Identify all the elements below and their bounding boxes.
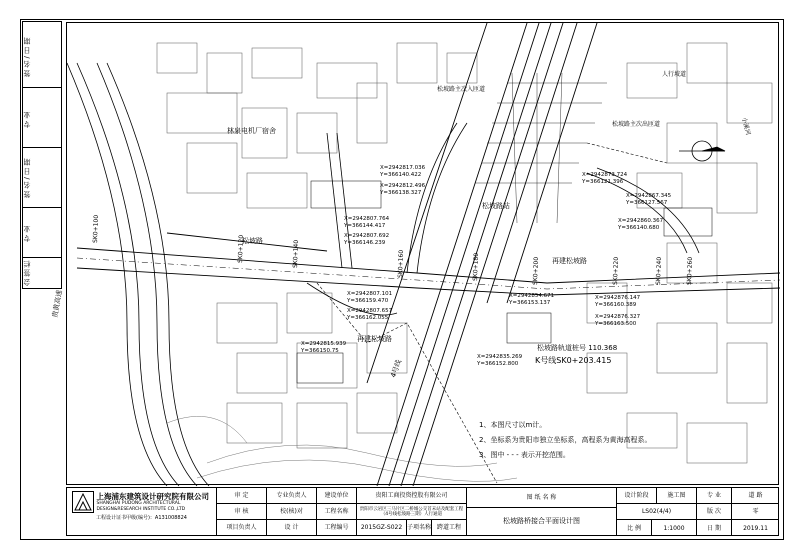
coord-x: X=2942867.345: [626, 193, 672, 199]
client-label: 建设单位: [317, 488, 357, 504]
coord-x: X=2942860.367: [618, 218, 664, 224]
coord-x: X=2942812.496: [380, 183, 426, 189]
coord-x: X=2942873.724: [582, 172, 628, 178]
coord-x: X=2942807.692: [344, 233, 390, 239]
sub-label: 子项名称: [407, 520, 432, 536]
label-chainage-k: K号线SK0+203.415: [535, 356, 612, 365]
station-label: SK0+120: [237, 234, 245, 264]
label-road-south: 再建松坡路: [357, 335, 392, 343]
proj-lead-label: 项目负责人: [217, 520, 267, 536]
sign-cell: [23, 148, 61, 208]
coord-y: Y=366162.055: [347, 315, 389, 321]
note-1: 1、本图尺寸以m计。: [479, 421, 547, 429]
station-label: SK0+200: [532, 256, 540, 286]
coord-y: Y=366153.137: [509, 300, 551, 306]
coord-y: Y=366163.500: [595, 321, 637, 327]
drawing-label: 图 纸 名 称: [467, 488, 617, 508]
date-label: 日 期: [697, 520, 732, 536]
version-value: 零: [732, 504, 779, 520]
note-3: 3、图中 - - - 表示开挖范围。: [479, 451, 570, 459]
label-stop: 松坡路站: [482, 202, 510, 210]
label-road-east: 再建松坡路: [552, 257, 587, 265]
coord-y: Y=366140.680: [618, 225, 660, 231]
note-2: 2、坐标系为贵阳市独立坐标系，高程系为黄海高程系。: [479, 436, 652, 444]
coord-y: Y=366140.422: [380, 172, 422, 178]
code-value: LS02(4/4): [617, 504, 697, 520]
major-value: 道 路: [732, 488, 779, 504]
sign-cell: [23, 22, 61, 88]
side-label: 专 业: [23, 111, 31, 129]
company-cell: [67, 488, 217, 536]
coord-y: Y=366159.470: [347, 298, 389, 304]
side-label: 专 业: [23, 225, 31, 243]
scale-label: 比 例: [617, 520, 652, 536]
coord-y: Y=366138.327: [380, 190, 422, 196]
side-label: 会 签 栏: [23, 260, 31, 286]
site-plan-svg: [51, 23, 780, 486]
side-label: 签 名 / 日 期: [23, 37, 31, 77]
coord-x: X=2942807.101: [347, 291, 393, 297]
countersign-column: [22, 21, 62, 289]
label-chainage-main: 松坡路轨道桩号 110.368: [537, 344, 618, 352]
coord-y: Y=366127.567: [626, 200, 668, 206]
label-road-west: 松坡路: [242, 237, 263, 245]
side-label: 签 名 / 日 期: [23, 158, 31, 198]
label-big-road: 贵黄高速: [51, 289, 64, 319]
company-name-en: SHANGHAI PUDONG ARCHITECTURAL DESIGN&RESEARCH INSTITUTE CO.,LTD: [96, 501, 186, 512]
check-label: 校(核)对: [267, 504, 317, 520]
major-label: 专 业: [697, 488, 732, 504]
coord-y: Y=366121.396: [582, 179, 624, 185]
sub-value: 跨道工程: [432, 520, 467, 536]
station-label: SK0+220: [612, 256, 620, 286]
station-label: SK0+240: [655, 256, 663, 286]
coord-x: X=2942876.147: [595, 295, 641, 301]
coord-x: X=2942876.327: [595, 314, 641, 320]
station-label: SK0+180: [472, 252, 480, 282]
date-value: 2019.11: [743, 524, 768, 532]
coord-y: Y=366146.239: [344, 240, 386, 246]
company-name: 上海浦东建筑设计研究院有限公司: [96, 492, 209, 501]
version-label: 版 次: [697, 504, 732, 520]
project-label: 工程名称: [317, 504, 357, 520]
approve-label: 审 定: [217, 488, 267, 504]
phase-label: 施工图: [657, 488, 697, 504]
coord-y: Y=366150.75: [301, 348, 339, 354]
label-power-plant: 林泉电机厂宿舍: [227, 127, 276, 135]
label-ped: 人行坡道: [662, 71, 687, 78]
station-label: SK0+260: [686, 256, 694, 286]
design-label: 设 计: [267, 520, 317, 536]
project-value: 贵阳市云岩区三马片区二桥城公交首末站及配套工程（4号线松坡路三期）人行通道: [357, 504, 467, 520]
coord-y: Y=366152.800: [477, 361, 519, 367]
code-label: 设计阶段: [617, 488, 657, 504]
scale-value: 1:1000: [652, 520, 697, 536]
coord-x: X=2942815.939: [301, 341, 347, 347]
label-route4: 4号线: [389, 358, 404, 379]
client-value: 贵阳工商投资控股有限公司: [357, 488, 467, 504]
company-logo-icon: [72, 491, 94, 513]
cert-number: 工程设计证书甲级(编号)：A131008824: [96, 515, 187, 521]
label-exit-a: 松坡路主次入匝道: [437, 86, 486, 93]
countersign-cell: [23, 258, 61, 288]
number-value: 2015GZ-S022: [357, 520, 407, 536]
review-label: 审 核: [217, 504, 267, 520]
plan-view: [51, 22, 779, 485]
major-cell: [23, 88, 61, 148]
coord-y: Y=366144.417: [344, 223, 386, 229]
drawing-title: 松坡路桥接合平面设计图: [467, 508, 617, 536]
lead-label: 专业负责人: [267, 488, 317, 504]
station-label: SK0+100: [92, 214, 100, 244]
north-arrow-icon: [679, 141, 725, 161]
coord-x: X=2942854.671: [509, 293, 555, 299]
station-label: SK0+160: [397, 249, 405, 279]
coord-x: X=2942807.657: [347, 308, 393, 314]
label-exit-b: 松坡路主次出匝道: [612, 121, 661, 128]
coord-x: X=2942807.764: [344, 216, 390, 222]
coord-x: X=2942835.269: [477, 354, 523, 360]
major-cell: [23, 208, 61, 258]
label-river: 小溪河: [740, 116, 752, 136]
title-block: [66, 487, 779, 536]
station-label: SK0+140: [292, 239, 300, 269]
number-label: 工程编号: [317, 520, 357, 536]
coord-x: X=2942817.036: [380, 165, 426, 171]
coord-y: Y=366160.389: [595, 302, 637, 308]
